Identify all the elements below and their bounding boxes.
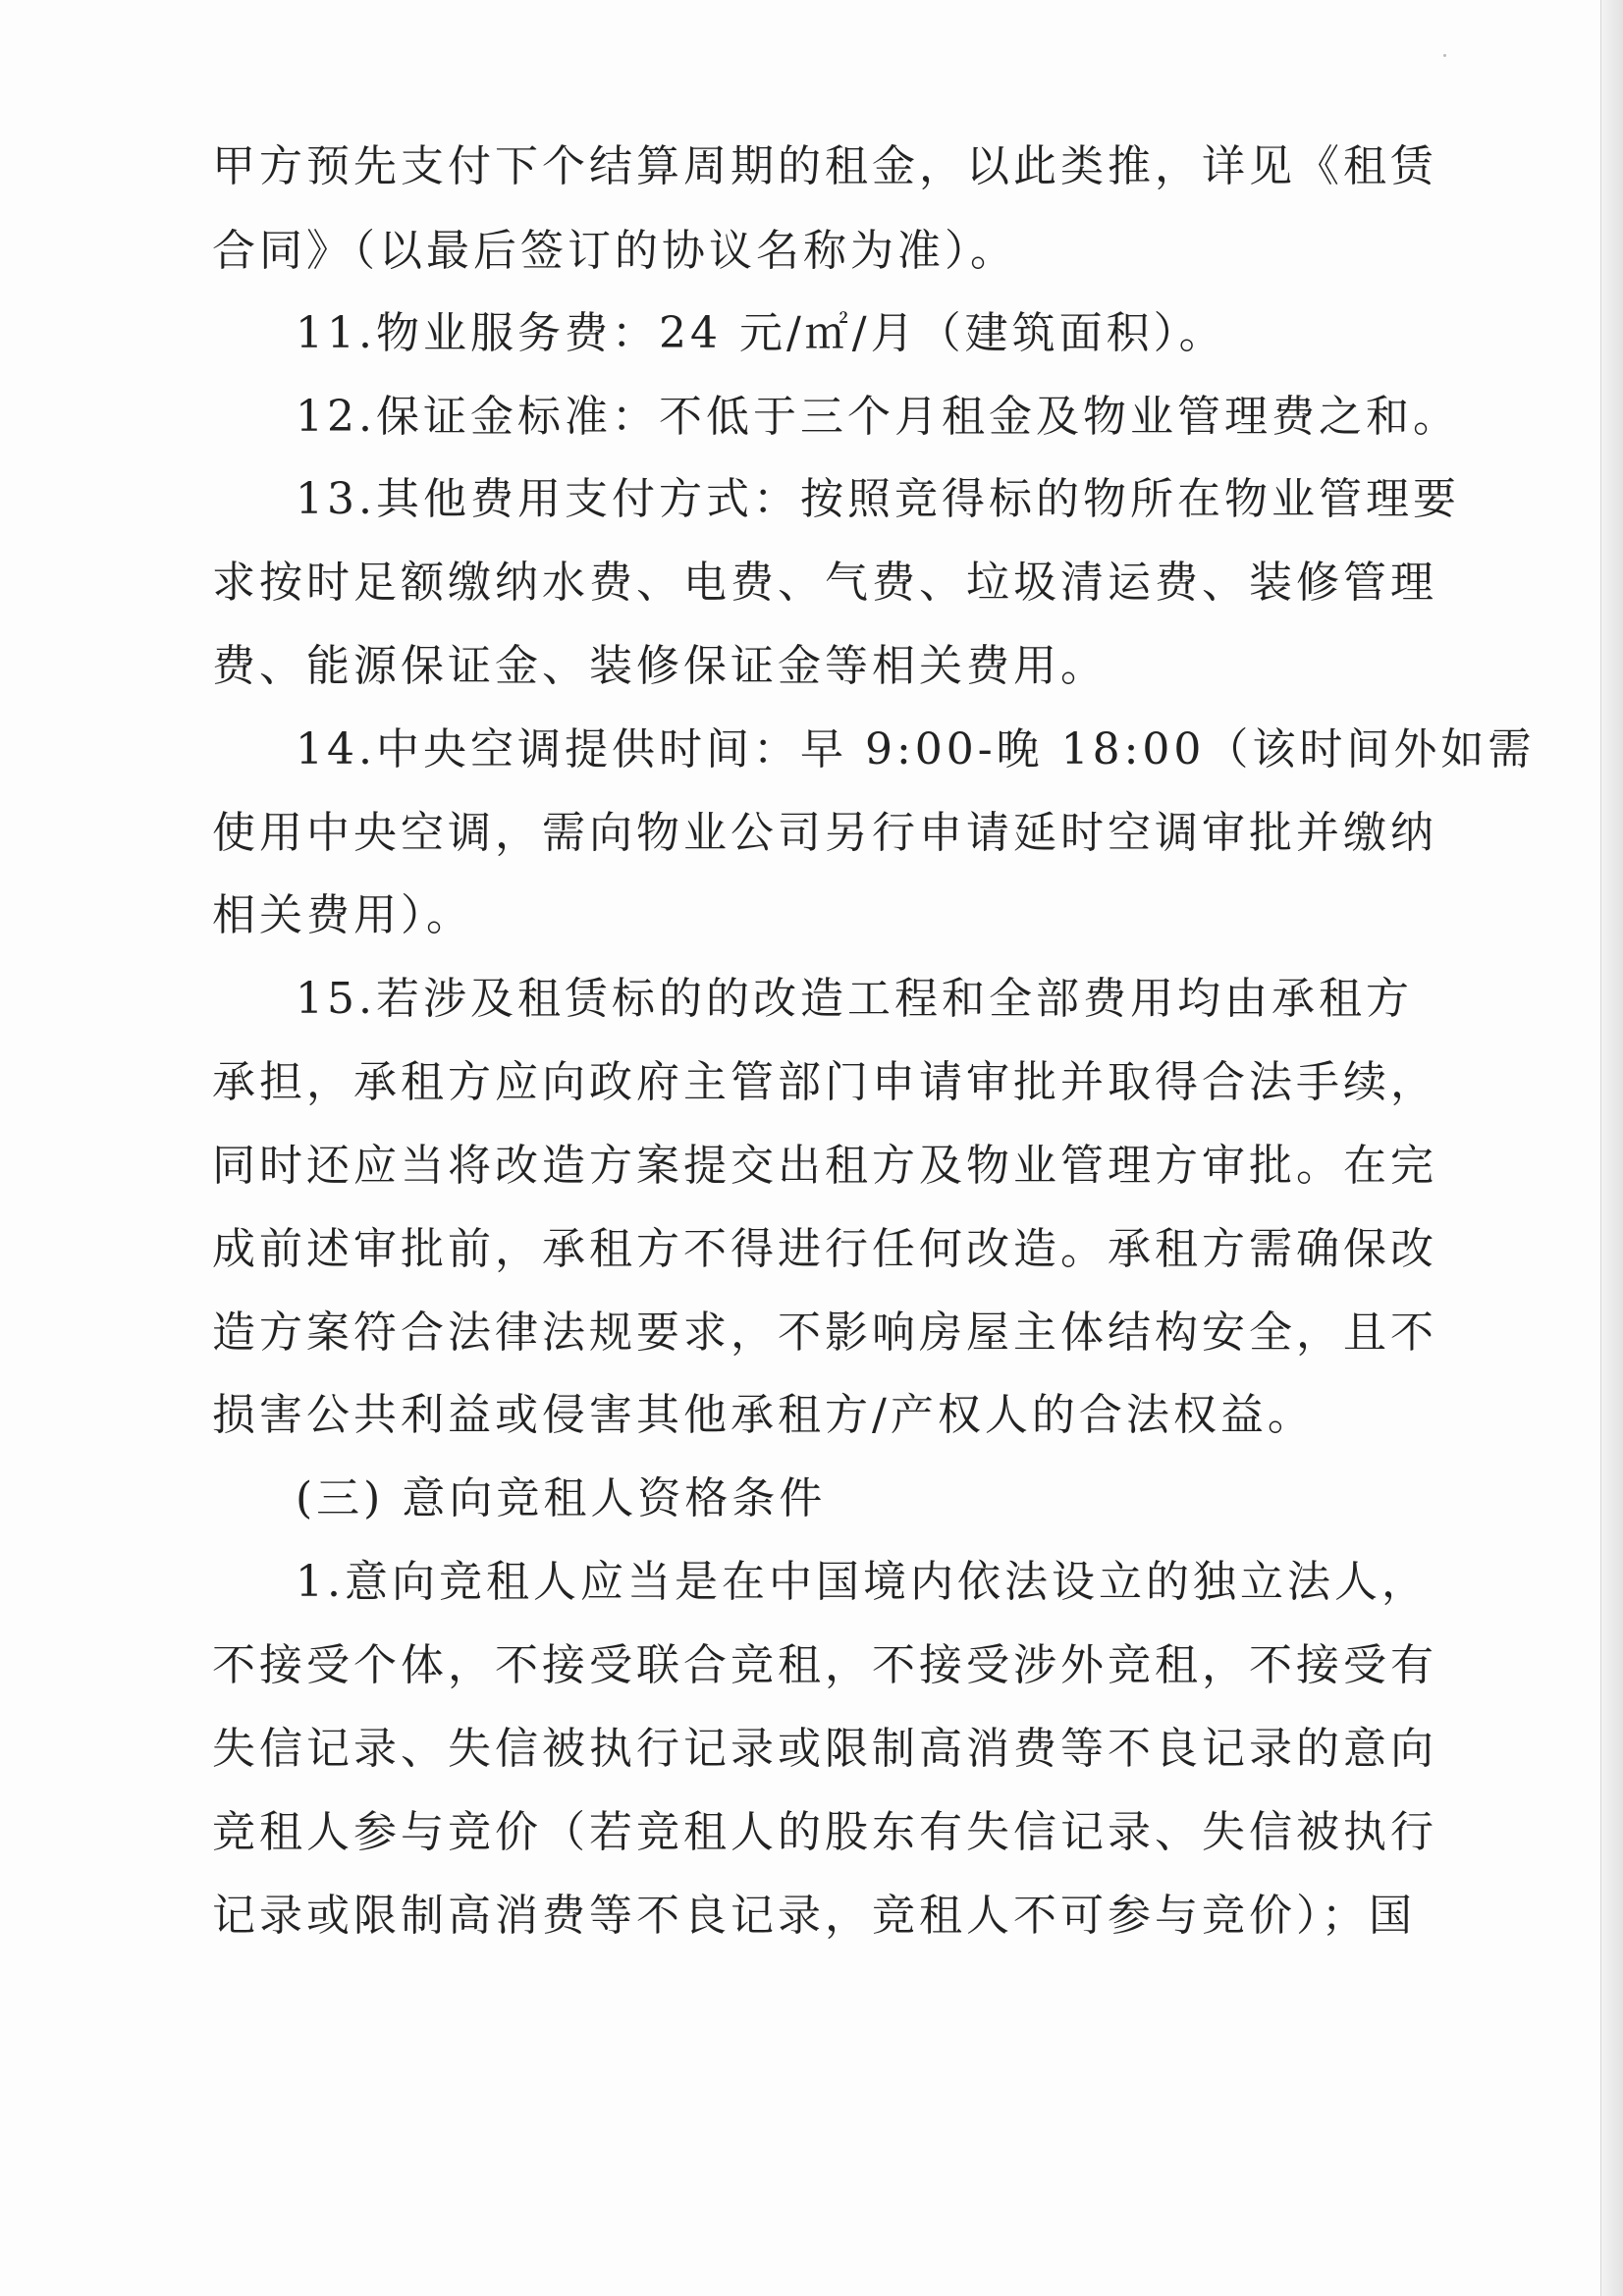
renovation-line-6: 损害公共利益或侵害其他承租方/产权人的合法权益。 <box>212 1390 1315 1440</box>
qualification-line-2: 不接受个体，不接受联合竞租，不接受涉外竞租，不接受有 <box>212 1640 1437 1690</box>
deposit-line: 12.保证金标准：不低于三个月租金及物业管理费之和。 <box>296 392 1460 442</box>
ac-hours-line-3: 相关费用）。 <box>212 890 473 940</box>
ac-hours-line-2: 使用中央空调，需向物业公司另行申请延时空调审批并缴纳 <box>212 808 1437 858</box>
renovation-line-2: 承担，承租方应向政府主管部门申请审批并取得合法手续， <box>212 1057 1437 1107</box>
ac-hours-line-1: 14.中央空调提供时间：早 9:00-晚 18:00（该时间外如需 <box>296 724 1536 774</box>
text-line-1: 甲方预先支付下个结算周期的租金，以此类推，详见《租赁 <box>212 141 1437 191</box>
section-heading: (三) 意向竞租人资格条件 <box>296 1473 827 1523</box>
renovation-line-4: 成前述审批前，承租方不得进行任何改造。承租方需确保改 <box>212 1224 1437 1274</box>
property-fee-line: 11.物业服务费：24 元/㎡/月（建筑面积）。 <box>296 308 1226 358</box>
qualification-line-3: 失信记录、失信被执行记录或限制高消费等不良记录的意向 <box>212 1724 1437 1774</box>
qualification-line-4: 竞租人参与竞价（若竞租人的股东有失信记录、失信被执行 <box>212 1807 1437 1857</box>
renovation-line-3: 同时还应当将改造方案提交出租方及物业管理方审批。在完 <box>212 1141 1437 1191</box>
text-line-2: 合同》（以最后签订的协议名称为准）。 <box>212 226 1017 276</box>
renovation-line-5: 造方案符合法律法规要求，不影响房屋主体结构安全，且不 <box>212 1308 1437 1358</box>
page-edge-shadow <box>1600 0 1623 2296</box>
renovation-line-1: 15.若涉及租赁标的的改造工程和全部费用均由承租方 <box>296 974 1413 1024</box>
scan-speck <box>1443 54 1446 57</box>
qualification-line-5: 记录或限制高消费等不良记录，竞租人不可参与竞价）；国 <box>212 1891 1416 1941</box>
other-fees-line-1: 13.其他费用支付方式：按照竞得标的物所在物业管理要 <box>296 474 1460 524</box>
other-fees-line-2: 求按时足额缴纳水费、电费、气费、垃圾清运费、装修管理 <box>212 558 1437 608</box>
other-fees-line-3: 费、能源保证金、装修保证金等相关费用。 <box>212 641 1108 691</box>
qualification-line-1: 1.意向竞租人应当是在中国境内依法设立的独立法人， <box>296 1557 1429 1607</box>
